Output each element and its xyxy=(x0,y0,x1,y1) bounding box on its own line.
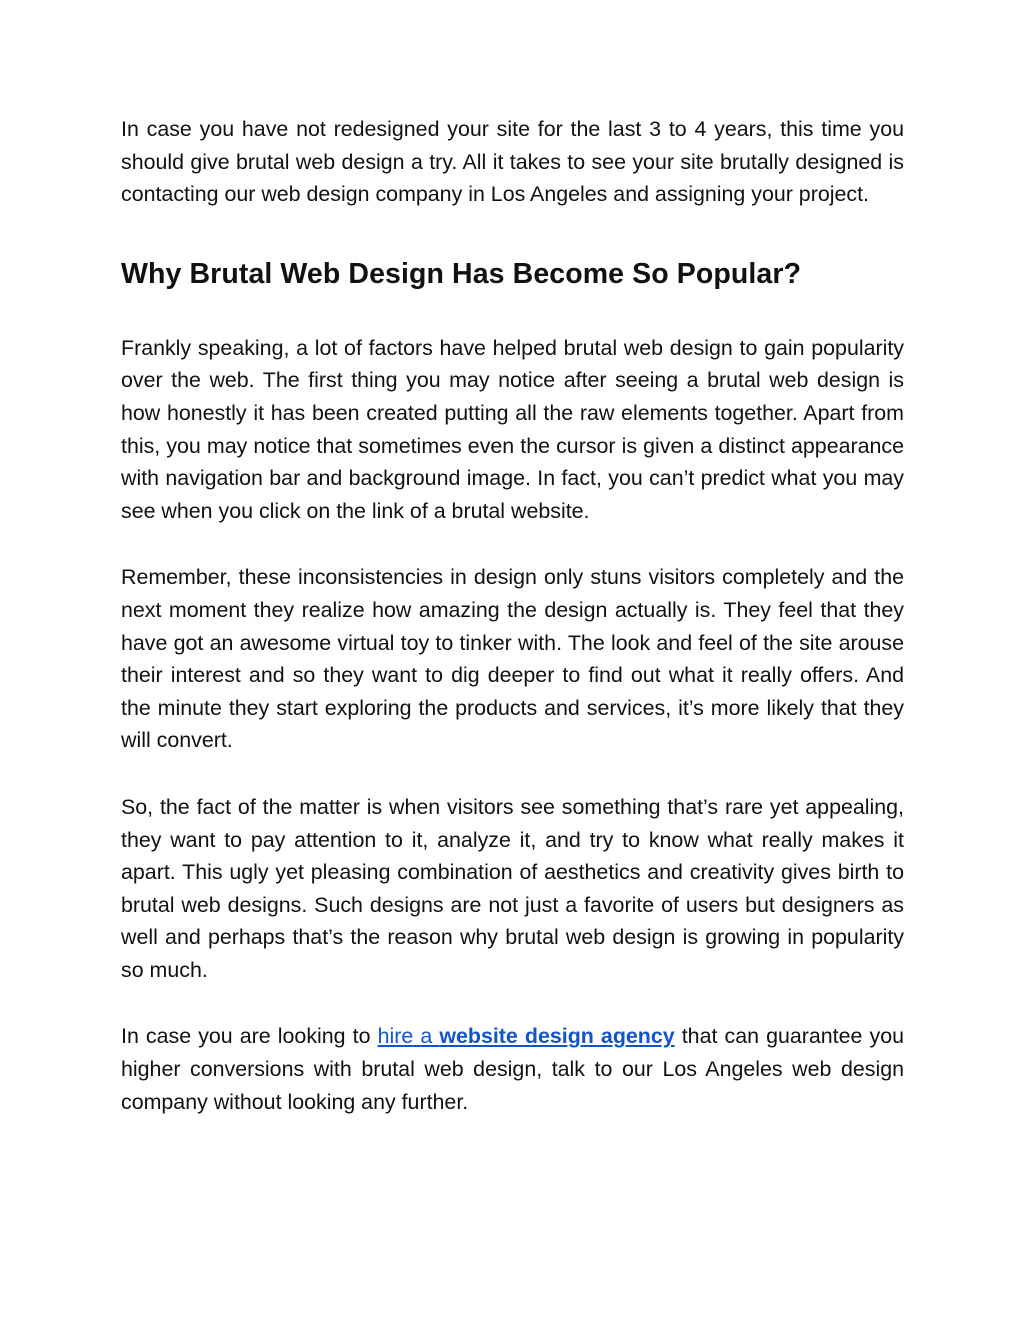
website-design-agency-link[interactable] xyxy=(378,1024,675,1048)
link-text-bold: website design agency xyxy=(439,1024,675,1049)
body-paragraph-1: Frankly speaking, a lot of factors have helped brutal web design to gain popularity over the web. The first thing you may notice after seeing a brutal web design is how honestly it has been created putting all the raw elements together. Apart from this, you may notice that sometimes even the cursor is given a distinct appearance with navigation bar and background image. In fact, you can’t predict what you may see when you click on the link of a brutal website. xyxy=(121,335,904,523)
closing-paragraph xyxy=(121,1020,904,1118)
link-text-plain: hire a xyxy=(377,1024,440,1049)
document-page xyxy=(121,113,904,1118)
closing-text-before: In case you are looking to xyxy=(121,1024,378,1049)
body-paragraph-3: So, the fact of the matter is when visitors see something that’s rare yet appealing, they want to pay attention to it, analyze it, and try to know what really makes it apart. This ugly yet pleasing combination of aesthetics and creativity gives birth to brutal web designs. Such designs are not just a favorite of users but designers as well and perhaps that’s the reason why brutal web design is growing in popularity so much. xyxy=(121,794,904,982)
section-heading: Why Brutal Web Design Has Become So Popular? xyxy=(121,257,802,290)
closing-text-after: that can guarantee you higher conversions with brutal web design, talk to our Los Angeles web design company without looking any further. xyxy=(121,1024,904,1114)
intro-paragraph: In case you have not redesigned your site for the last 3 to 4 years, this time you should give brutal web design a try. All it takes to see your site brutally designed is contacting our web design company in Los Angeles and assigning your project. xyxy=(121,117,904,207)
body-paragraph-2: Remember, these inconsistencies in design only stuns visitors completely and the next moment they realize how amazing the design actually is. They feel that they have got an awesome virtual toy to tinker with. The look and feel of the site arouse their interest and so they want to dig deeper to find out what it really offers. And the minute they start exploring the products and services, it’s more likely that they will convert. xyxy=(121,565,904,753)
